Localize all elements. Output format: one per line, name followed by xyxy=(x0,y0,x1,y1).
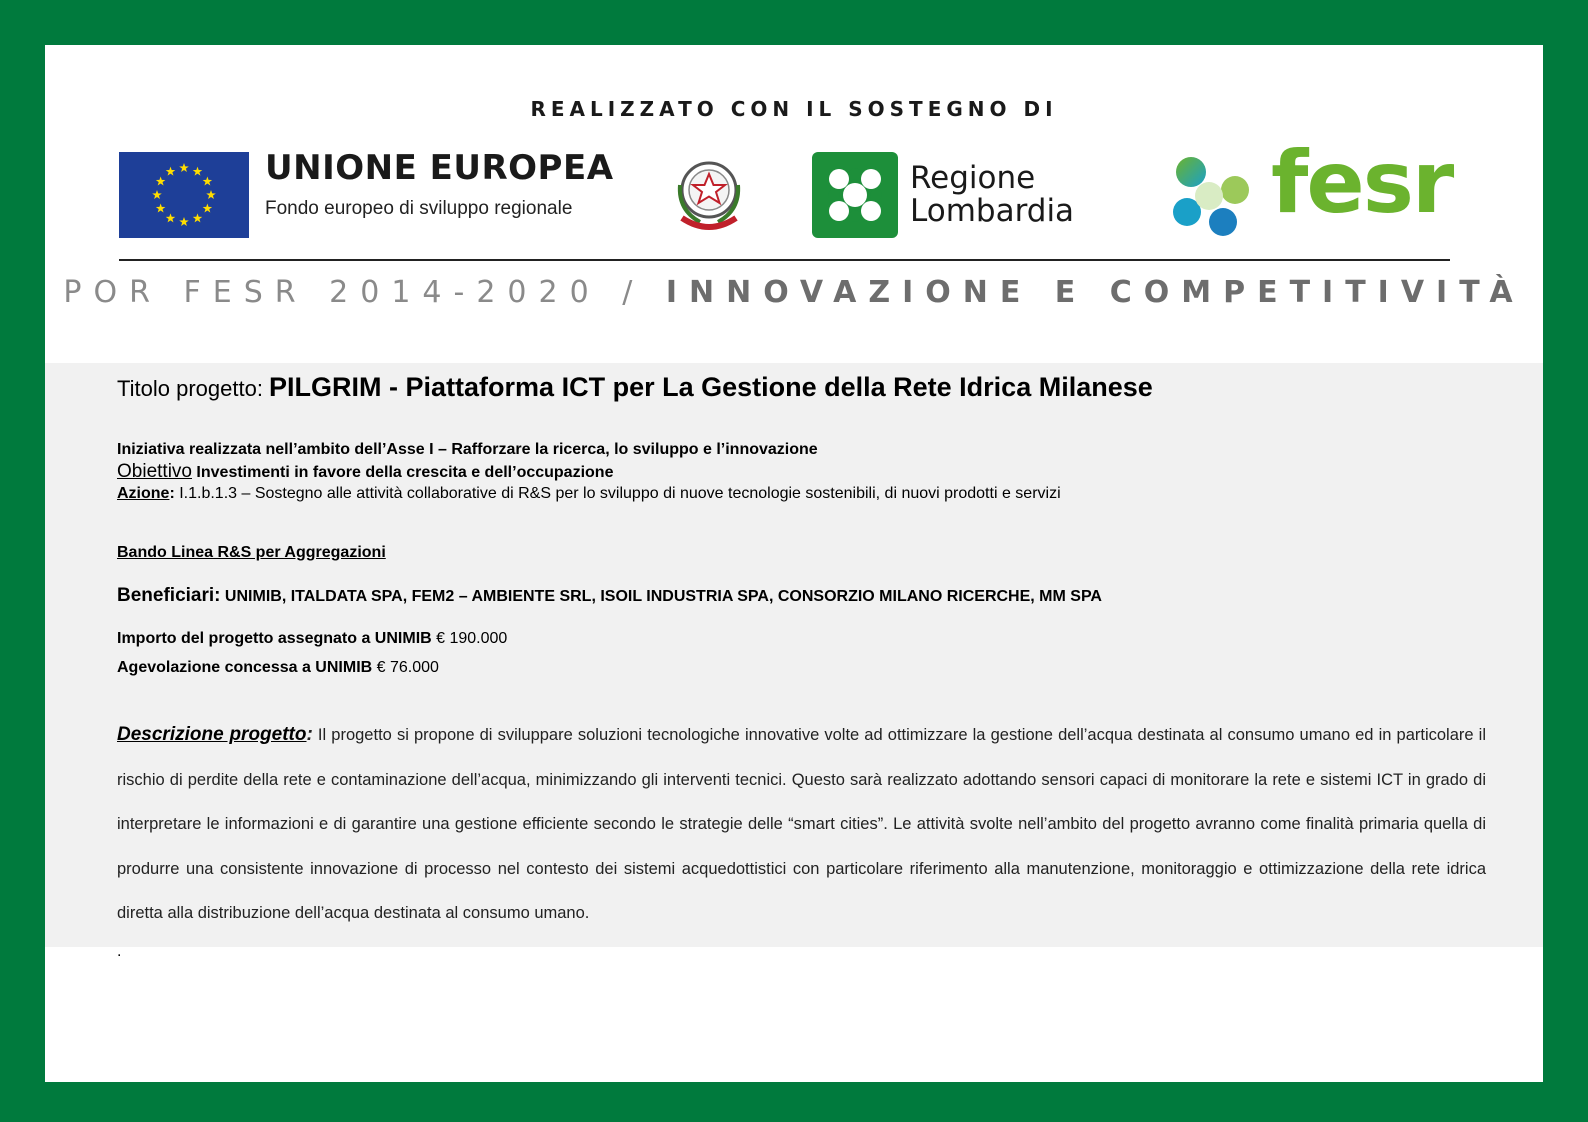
header-divider xyxy=(119,259,1450,261)
azione-value: I.1.b.1.3 – Sostegno alle attività collaborative di R&S per lo sviluppo di nuove tecnologie sostenibili, di nuovi prodotti e servizi xyxy=(174,485,1061,502)
trailing-dot: . xyxy=(117,943,122,960)
por-theme: INNOVAZIONE E COMPETITIVITÀ xyxy=(665,275,1525,310)
regione-lombardia-wordmark xyxy=(910,162,1074,228)
bando-line: Bando Linea R&S per Aggregazioni xyxy=(117,544,386,561)
importo-line xyxy=(117,630,507,648)
por-label: POR FESR 2014-2020 / xyxy=(63,275,666,310)
importo-value: € 190.000 xyxy=(436,630,508,647)
fesr-wordmark: fesr xyxy=(1271,133,1453,233)
italian-republic-emblem xyxy=(670,150,748,238)
azione-line xyxy=(117,485,1061,503)
iniziativa-line: Iniziativa realizzata nell’ambito dell’Asse I – Rafforzare la ricerca, lo sviluppo e l’innovazione xyxy=(117,441,818,458)
agevolazione-label: Agevolazione concessa a UNIMIB xyxy=(117,659,373,676)
title-label: Titolo progetto: xyxy=(117,376,270,401)
beneficiari-line xyxy=(117,585,1102,607)
agevolazione-line xyxy=(117,659,439,677)
eu-flag-logo xyxy=(119,152,249,238)
region-line-2: Lombardia xyxy=(910,193,1075,229)
azione-label: Azione xyxy=(117,485,170,502)
eu-title: UNIONE EUROPEA xyxy=(265,148,614,188)
region-line-1: Regione xyxy=(910,160,1036,196)
eu-subtitle: Fondo europeo di sviluppo regionale xyxy=(265,198,573,219)
importo-label: Importo del progetto assegnato a UNIMIB xyxy=(117,630,437,647)
obiettivo-value: Investimenti in favore della crescita e dell’occupazione xyxy=(191,464,614,481)
support-heading: REALIZZATO CON IL SOSTEGNO DI xyxy=(530,97,1058,121)
project-description xyxy=(117,713,1486,936)
beneficiari-label: Beneficiari: xyxy=(117,585,221,606)
azione-colon: : xyxy=(169,485,175,502)
description-label: Descrizione progetto xyxy=(117,724,307,745)
description-colon: : xyxy=(306,724,313,745)
poster-sheet xyxy=(45,45,1543,1082)
title-value: PILGRIM - Piattaforma ICT per La Gestione della Rete Idrica Milanese xyxy=(269,372,1153,402)
obiettivo-label: Obiettivo xyxy=(117,461,192,482)
beneficiari-value: UNIMIB, ITALDATA SPA, FEM2 – AMBIENTE SRL, ISOIL INDUSTRIA SPA, CONSORZIO MILANO RICERCHE, MM SPA xyxy=(220,588,1102,605)
description-text: Il progetto si propone di sviluppare soluzioni tecnologiche innovative volte ad ottimizzare la gestione dell’acqua destinata al consumo umano ed in particolare il rischio di perdite della rete e contaminazione dell’acqua, minimizzando gli interventi tecnici. Questo sarà realizzato adottando sensori capaci di monitorare la rete e sistemi ICT in grado di interpretare le informazioni e di garantire una gestione efficiente secondo le strategie delle “smart cities”. Le attività svolte nell’ambito del progetto avranno come finalità primaria quella di produrre una consistente innovazione di processo nel contesto dei sistemi acquedottistici con particolare riferimento alla manutenzione, monitoraggio e ottimizzazione della rete idrica diretta alla distribuzione dell’acqua destinata al consumo umano. xyxy=(117,726,1486,922)
project-title xyxy=(117,372,1153,403)
regione-lombardia-logo xyxy=(812,152,898,238)
por-programme-line xyxy=(45,275,1543,310)
agevolazione-value: € 76.000 xyxy=(372,659,439,676)
fesr-symbol-logo xyxy=(1165,150,1257,240)
obiettivo-line xyxy=(117,461,613,483)
